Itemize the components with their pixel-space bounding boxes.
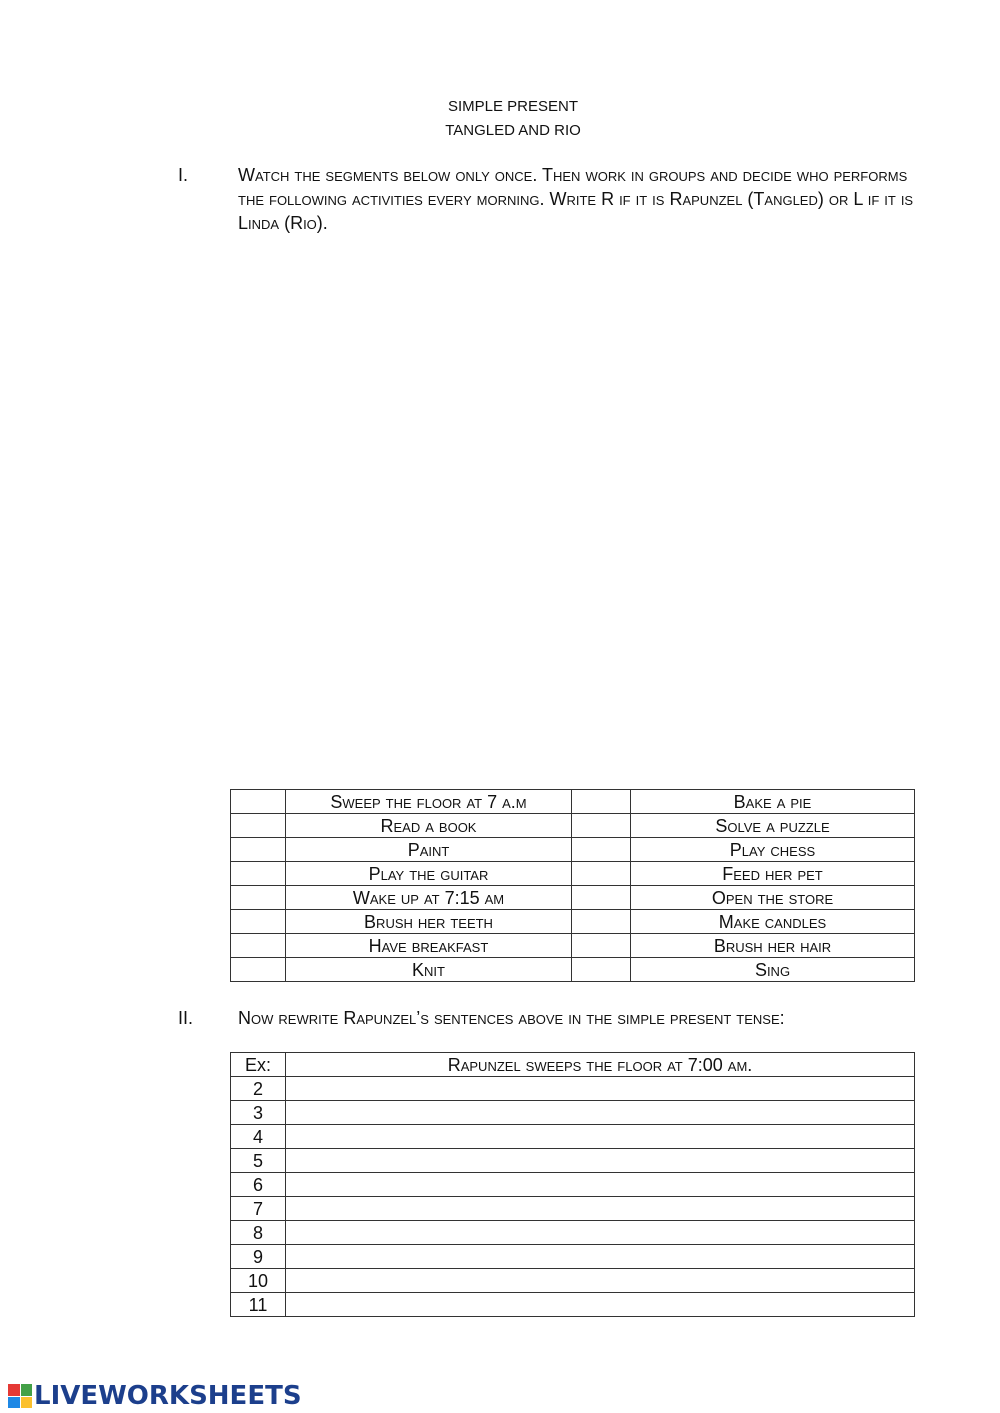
logo-text: LIVEWORKSHEETS bbox=[34, 1381, 302, 1411]
answer-box-left[interactable] bbox=[231, 886, 286, 910]
answer-box-right[interactable] bbox=[572, 910, 631, 934]
logo-block bbox=[21, 1397, 33, 1409]
activity-row bbox=[231, 838, 915, 862]
activity-row bbox=[231, 886, 915, 910]
activity-right: Play chess bbox=[631, 838, 915, 862]
answer-box-left[interactable] bbox=[231, 814, 286, 838]
answer-box-right[interactable] bbox=[572, 790, 631, 814]
logo-block bbox=[8, 1384, 20, 1396]
answer-box-right[interactable] bbox=[572, 958, 631, 982]
section-2-instruction: Now rewrite Rapunzel’s sentences above in the simple present tense: bbox=[238, 1008, 785, 1028]
sentence-row bbox=[231, 1269, 915, 1293]
logo-blocks-icon bbox=[8, 1384, 32, 1408]
liveworksheets-logo bbox=[8, 1380, 302, 1412]
activity-right: Feed her pet bbox=[631, 862, 915, 886]
answer-box-left[interactable] bbox=[231, 910, 286, 934]
activity-left: Wake up at 7:15 am bbox=[286, 886, 572, 910]
sentence-row bbox=[231, 1101, 915, 1125]
example-row bbox=[231, 1053, 915, 1077]
activity-row bbox=[231, 862, 915, 886]
sentence-answer-field[interactable] bbox=[286, 1149, 915, 1173]
answer-box-right[interactable] bbox=[572, 814, 631, 838]
activity-left: Play the guitar bbox=[286, 862, 572, 886]
sentence-number: 4 bbox=[231, 1125, 286, 1149]
logo-block bbox=[21, 1384, 33, 1396]
activity-right: Brush her hair bbox=[631, 934, 915, 958]
example-sentence: Rapunzel sweeps the floor at 7:00 am. bbox=[286, 1053, 915, 1077]
answer-box-left[interactable] bbox=[231, 934, 286, 958]
answer-box-left[interactable] bbox=[231, 862, 286, 886]
sentence-answer-field[interactable] bbox=[286, 1101, 915, 1125]
answer-box-left[interactable] bbox=[231, 790, 286, 814]
sentence-row bbox=[231, 1197, 915, 1221]
answer-box-left[interactable] bbox=[231, 958, 286, 982]
sentence-number: 8 bbox=[231, 1221, 286, 1245]
activity-right: Sing bbox=[631, 958, 915, 982]
sentence-answer-field[interactable] bbox=[286, 1197, 915, 1221]
section-2-numeral: II. bbox=[178, 1008, 194, 1028]
sentence-answer-field[interactable] bbox=[286, 1245, 915, 1269]
sentence-number: 7 bbox=[231, 1197, 286, 1221]
sentence-number: 6 bbox=[231, 1173, 286, 1197]
activity-row bbox=[231, 790, 915, 814]
answer-box-right[interactable] bbox=[572, 886, 631, 910]
section-1-instruction: Watch the segments below only once. Then work in groups and decide who performs the following activities every morning. Write R if it is Rapunzel (Tangled) or L if it is Linda (Rio). bbox=[238, 165, 914, 233]
page-subtitle: TANGLED AND RIO bbox=[445, 122, 581, 139]
activity-right: Solve a puzzle bbox=[631, 814, 915, 838]
answer-box-right[interactable] bbox=[572, 838, 631, 862]
activity-left: Sweep the floor at 7 a.m bbox=[286, 790, 572, 814]
answer-box-right[interactable] bbox=[572, 862, 631, 886]
activity-row bbox=[231, 814, 915, 838]
section-1-numeral: I. bbox=[178, 165, 189, 185]
activity-right: Bake a pie bbox=[631, 790, 915, 814]
sentence-row bbox=[231, 1293, 915, 1317]
sentence-row bbox=[231, 1221, 915, 1245]
sentence-row bbox=[231, 1173, 915, 1197]
activity-right: Make candles bbox=[631, 910, 915, 934]
activity-row bbox=[231, 958, 915, 982]
activity-left: Paint bbox=[286, 838, 572, 862]
activity-left: Brush her teeth bbox=[286, 910, 572, 934]
example-label: Ex: bbox=[231, 1053, 286, 1077]
logo-block bbox=[8, 1397, 20, 1409]
sentence-answer-field[interactable] bbox=[286, 1269, 915, 1293]
activity-left: Have breakfast bbox=[286, 934, 572, 958]
sentence-number: 10 bbox=[231, 1269, 286, 1293]
sentence-number: 9 bbox=[231, 1245, 286, 1269]
answer-box-left[interactable] bbox=[231, 838, 286, 862]
answer-box-right[interactable] bbox=[572, 934, 631, 958]
activity-left: Knit bbox=[286, 958, 572, 982]
activities-table bbox=[230, 789, 915, 982]
sentence-answer-field[interactable] bbox=[286, 1293, 915, 1317]
sentence-row bbox=[231, 1125, 915, 1149]
sentence-number: 5 bbox=[231, 1149, 286, 1173]
sentence-number: 11 bbox=[231, 1293, 286, 1317]
activity-right: Open the store bbox=[631, 886, 915, 910]
activity-row bbox=[231, 934, 915, 958]
sentence-answer-field[interactable] bbox=[286, 1077, 915, 1101]
activity-row bbox=[231, 910, 915, 934]
sentence-answer-field[interactable] bbox=[286, 1173, 915, 1197]
sentence-answer-field[interactable] bbox=[286, 1125, 915, 1149]
sentence-number: 3 bbox=[231, 1101, 286, 1125]
activity-left: Read a book bbox=[286, 814, 572, 838]
sentences-table bbox=[230, 1052, 915, 1317]
page-title: SIMPLE PRESENT bbox=[447, 98, 579, 115]
sentence-row bbox=[231, 1077, 915, 1101]
sentence-number: 2 bbox=[231, 1077, 286, 1101]
sentence-row bbox=[231, 1149, 915, 1173]
sentence-answer-field[interactable] bbox=[286, 1221, 915, 1245]
sentence-row bbox=[231, 1245, 915, 1269]
